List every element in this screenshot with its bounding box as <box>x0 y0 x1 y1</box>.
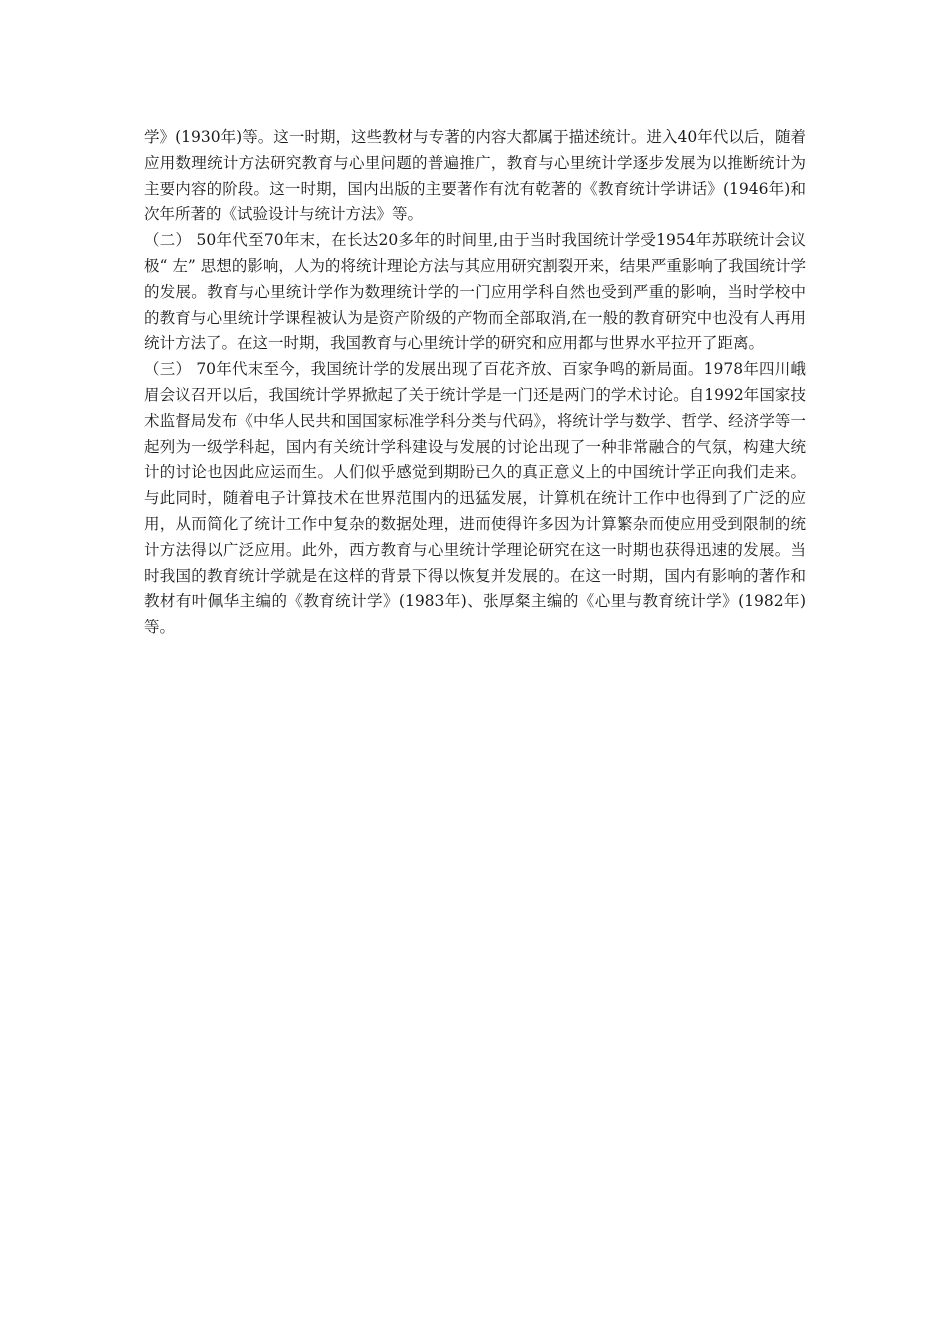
paragraph-history-1930s-40s: 学》(1930年)等。这一时期，这些教材与专著的内容大都属于描述统计。进入40年代以后，随着应用数理统计方法研究教育与心里问题的普遍推广，教育与心里统计学逐步发展为以推断统计为主要内容的阶段。这一时期，国内出版的主要著作有沈有乾著的《教育统计学讲话》(1946年)和次年所著的《试验设计与统计方法》等。 <box>144 128 806 224</box>
paragraph-history-50s-70s: （二） 50年代至70年末，在长达20多年的时间里,由于当时我国统计学受1954年苏联统计会议极“ 左” 思想的影响，人为的将统计理论方法与其应用研究割裂开来，结果严重影响了我国统计学的发展。教育与心里统计学作为数理统计学的一门应用学科自然也受到严重的影响，当时学校中的教育与心里统计学课程被认为是资产阶级的产物而全部取消,在一般的教育研究中也没有人再用统计方法了。在这一时期，我国教育与心里统计学的研究和应用都与世界水平拉开了距离。 <box>144 231 806 353</box>
document-body <box>144 125 806 641</box>
paragraph-history-70s-present: （三） 70年代末至今，我国统计学的发展出现了百花齐放、百家争鸣的新局面。1978年四川峨眉会议召开以后，我国统计学界掀起了关于统计学是一门还是两门的学术讨论。自1992年国家技术监督局发布《中华人民共和国国家标准学科分类与代码》，将统计学与数学、哲学、经济学等一起列为一级学科起，国内有关统计学科建设与发展的讨论出现了一种非常融合的气氛，构建大统计的讨论也因此应运而生。人们似乎感觉到期盼已久的真正意义上的中国统计学正向我们走来。与此同时，随着电子计算技术在世界范围内的迅猛发展，计算机在统计工作中也得到了广泛的应用，从而简化了统计工作中复杂的数据处理，进而使得许多因为计算繁杂而使应用受到限制的统计方法得以广泛应用。此外，西方教育与心里统计学理论研究在这一时期也获得迅速的发展。当时我国的教育统计学就是在这样的背景下得以恢复并发展的。在这一时期，国内有影响的著作和教材有叶佩华主编的《教育统计学》(1983年)、张厚粲主编的《心里与教育统计学》(1982年)等。 <box>144 360 806 637</box>
